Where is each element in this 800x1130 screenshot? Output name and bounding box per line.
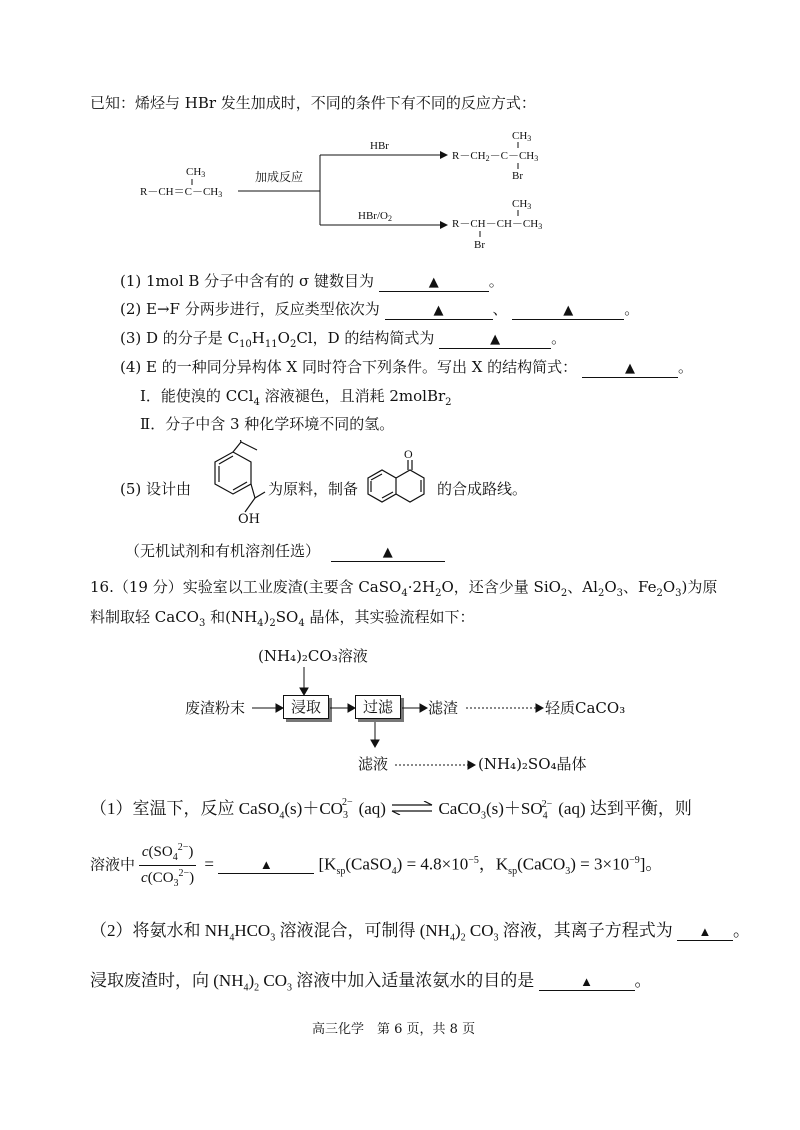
product1-br: Br [512,170,523,182]
flow-residue: 滤渣 [428,699,459,717]
reactant-formula: R－CH＝C－CH3 [140,186,223,199]
subq-1-text: ，K [478,854,509,874]
question-4: (4) E 的一种同分异构体 X 同时符合下列条件。写出 X 的结构简式： ▲ 。 [120,358,693,376]
p16-text: O，还含少量 SiO [441,578,561,596]
answer-blank-16-2a[interactable] [677,924,733,941]
note-text: （无机试剂和有机溶剂任选） [125,542,321,560]
question-3-text-b: ，D 的结构简式为 [312,329,435,347]
flow-filtrate: 滤液 [358,755,389,773]
condition-label: 加成反应 [255,170,304,184]
flow-reagent: (NH₄)₂CO₃溶液 [258,647,368,665]
subq-1-text: (aq) [358,799,386,818]
subq-2-line-2: 浸取废渣时，向 $(NH_4)_2$ $CO_3$ 溶液中加入适量浓氨水的目的是 ▲ 。 [90,971,652,994]
subq-2-text: CO [259,971,288,990]
concentration-ratio: $\frac{c(SO_4^{2-})}{c(CO_3^{2-})}$ [138,842,197,889]
subq-1-line-2: 溶液中 $\frac{c(SO_4^{2-})}{c(CO_3^{2-})}$ = ▲ [$K_{sp}(CaSO_4) = 4.8\times 10^{-5}$，$K_{sp}(CaCO_3) = 3\times 10^{-9}$]。 [90,842,663,889]
hydroxyl-label: OH [238,512,260,527]
p16-text: 和(NH [205,608,258,626]
subq-1-text: (CaSO [345,854,392,874]
subq-1-text: = [200,854,219,874]
p16-text: 、Fe [623,578,657,596]
subq-2-text: 溶液，其离子方程式为 [498,921,673,940]
product2-methyl: CH3 [512,198,532,211]
triangle-marker: ▲ [563,303,574,318]
triangle-marker: ▲ [580,974,593,989]
subq-1-text: CaCO [438,799,481,818]
subq-1-text: (s)＋CO [284,799,343,818]
subq-2-text: ) [248,971,255,990]
answer-blank-16-2b[interactable] [539,974,635,991]
triangle-marker: ▲ [698,924,712,939]
separator: 、 [492,300,508,318]
subq-1-text: ]。 [639,854,663,874]
p16-text: ·2H [407,578,436,596]
subq-1-text: [K [318,854,337,874]
subq-2-text: 浸取废渣时，向 (NH [90,971,244,990]
triangle-marker: ▲ [428,275,439,290]
triangle-marker: ▲ [624,361,635,376]
p16-text: SO [275,608,299,626]
problem-16-line-1: 16.（19 分）实验室以工业废渣(主要含 $CaSO_4\cdot 2H_2O$，还含少量 SiO$_2$、$Al_2O_3$、$Fe_2O_3$)为原 [90,578,718,599]
condition-1-text-a: Ⅰ．能使溴的 CCl [140,387,254,405]
p16-text: ) [263,608,270,626]
subq-1-text: ) = 3×10 [570,854,630,874]
subq-2-text: 。 [732,921,750,940]
equilibrium-arrow-icon [390,800,434,820]
question-5-c: 的合成路线。 [437,480,528,498]
subq-2-text: （2）将氨水和 NH [90,921,230,940]
p16-text: 16.（19 分）实验室以工业废渣(主要含 CaSO [90,578,402,596]
question-1: (1) 1mol B 分子中含有的 σ 键数目为 ▲ 。 [120,272,504,290]
question-1-text: (1) 1mol B 分子中含有的 σ 键数目为 [120,272,374,290]
question-2: (2) E→F 分两步进行，反应类型依次为 ▲ 、 ▲ 。 [120,300,640,318]
condition-1: Ⅰ．能使溴的 CCl$_4$ 溶液褪色，且消耗 2molBr$_2$ [140,387,452,408]
triangle-marker: ▲ [382,545,393,560]
svg-text:O: O [404,448,413,461]
question-3: (3) D 的分子是 $C_{10}H_{11}O_2Cl$，D 的结构简式为 ▲ 。 [120,329,567,350]
subq-1-line-1: （1）室温下，反应 $CaSO_4(s)+CO_3^{2-}$ (aq) $CaCO_3(s)+SO_4^{2-}$ (aq) 达到平衡，则 [90,797,692,822]
flow-product-nh4so4: (NH₄)₂SO₄晶体 [478,755,587,773]
subq-1-text: （1）室温下，反应 CaSO [90,799,280,818]
p16-text: )为原 [681,578,718,596]
p16-text: 、Al [567,578,598,596]
subq-2-text: HCO [234,921,271,940]
answer-blank-16-1[interactable] [218,857,314,874]
page-footer: 高三化学 第 6 页，共 8 页 [312,1022,476,1037]
flow-step-leach: 浸取 [283,695,329,719]
subq-1-text: (CaCO [517,854,566,874]
question-4-text: (4) E 的一种同分异构体 X 同时符合下列条件。写出 X 的结构简式： [120,358,578,376]
reactant-methyl: CH3 [186,166,206,179]
triangle-marker: ▲ [259,857,273,873]
product2-br: Br [474,239,485,251]
intro-text: 已知：烯烃与 HBr 发生加成时，不同的条件下有不同的反应方式： [90,94,536,112]
question-5-b: 为原料，制备 [268,480,359,498]
product1-formula: R－CH2－C－CH3 [452,150,539,163]
lower-reagent: HBr/O2 [358,210,392,223]
subq-1-text: (s)＋SO [485,799,543,818]
subq-2-text: ) [454,921,461,940]
flow-start: 废渣粉末 [185,699,246,717]
triangle-marker: ▲ [433,303,444,318]
subq-2-text: 溶液中加入适量浓氨水的目的是 [292,971,535,990]
p16-text: O [662,578,676,596]
triangle-marker: ▲ [490,332,501,347]
subq-2-text: CO [465,921,494,940]
subq-2-line-1: （2）将氨水和 $NH_4HCO_3$ 溶液混合，可制得 $(NH_4)_2$ $CO_3$ 溶液，其离子方程式为 ▲ 。 [90,921,750,944]
problem-16-line-2: 料制取轻 CaCO$_3$ 和$(NH_4)_2SO_4$ 晶体，其实验流程如下： [90,608,475,629]
upper-reagent: HBr [370,140,389,152]
p16-text: 料制取轻 CaCO [90,608,199,626]
condition-1-text-b: 溶液褪色，且消耗 2molBr [259,387,446,405]
question-3-text-a: (3) D 的分子是 C [120,329,240,347]
product1-methyl: CH3 [512,130,532,143]
question-5-a: (5) 设计由 [120,480,192,498]
p16-text: 晶体，其实验流程如下： [304,608,475,626]
flow-product-caco3: 轻质CaCO₃ [545,699,626,717]
question-2-text: (2) E→F 分两步进行，反应类型依次为 [120,300,380,318]
subq-2-text: 。 [634,971,652,990]
flow-step-filter: 过滤 [355,695,401,719]
subq-1-text: ) = 4.8×10 [396,854,469,874]
subq-1-text: (aq) 达到平衡，则 [558,799,692,818]
subq-1-text: 溶液中 [90,857,136,874]
subq-2-text: 溶液混合，可制得 (NH [275,921,450,940]
condition-2: Ⅱ．分子中含 3 种化学环境不同的氢。 [140,415,395,433]
p16-text: O [604,578,617,596]
product2-formula: R－CH－CH－CH3 [452,218,543,231]
